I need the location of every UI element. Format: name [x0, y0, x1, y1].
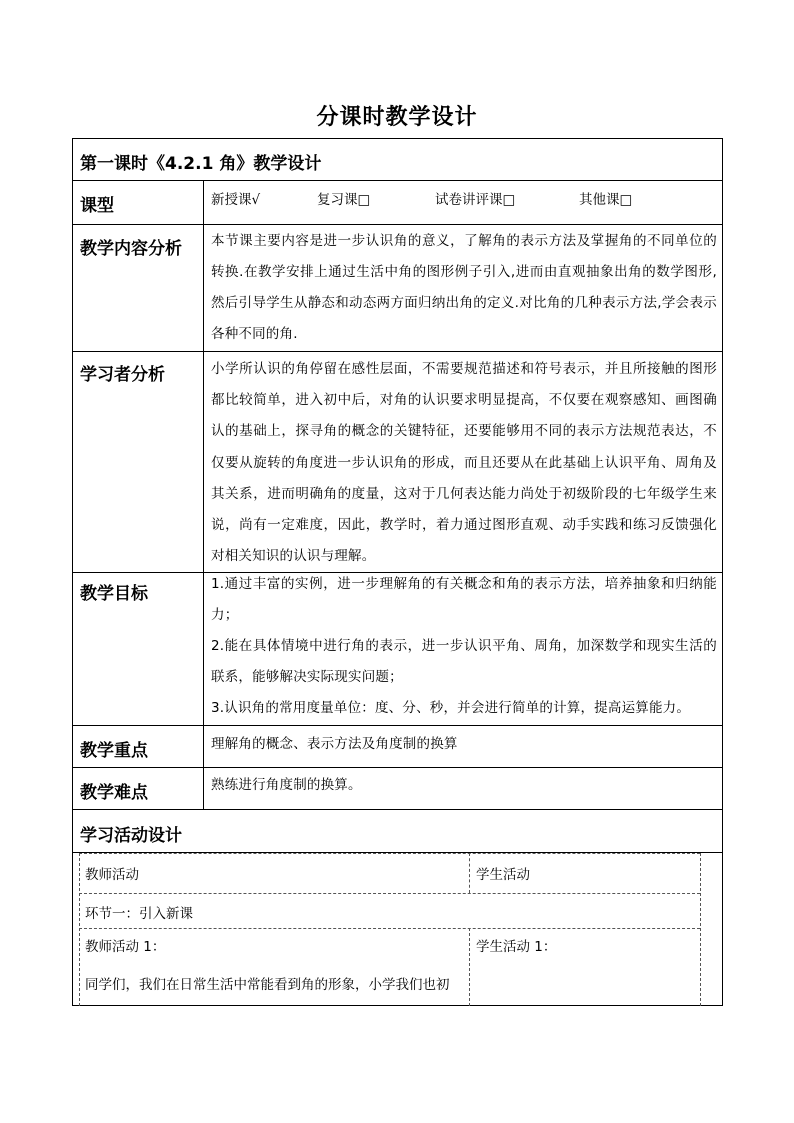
difficulties-text: 熟练进行角度制的换算。 [211, 777, 362, 793]
objectives-list [211, 569, 717, 724]
inner-table-border [79, 928, 700, 929]
teacher-activity-1-title: 教师活动 1： [85, 939, 166, 955]
objectives-label: 教学目标 [80, 584, 148, 604]
course-type-option: 其他课□ [579, 192, 633, 208]
key-points-text: 理解角的概念、表示方法及角度制的换算 [211, 736, 458, 752]
student-activity-1-title: 学生活动 1： [476, 939, 557, 955]
row-divider [73, 767, 722, 768]
activities-label: 学习活动设计 [80, 826, 182, 846]
objective-item: 3.认识角的常用度量单位：度、分、秒，并会进行简单的计算，提高运算能力。 [211, 700, 691, 716]
difficulties-label: 教学难点 [80, 783, 148, 803]
section-one-title: 环节一：引入新课 [85, 906, 193, 922]
row-divider [73, 809, 722, 810]
page-title: 分课时教学设计 [316, 105, 478, 130]
content-analysis-text: 本节课主要内容是进一步认识角的意义，了解角的表示方法及掌握角的不同单位的转换.在教学安排上通过生活中角的图形例子引入,进而由直观抽象出角的数学图形,然后引导学生从静态和动态两方面归纳出角的定义.对比角的几种表示方法,学会表示各种不同的角. [211, 233, 717, 342]
inner-column-divider [469, 928, 470, 1006]
inner-table-border [700, 853, 701, 1006]
row-divider [73, 351, 722, 352]
key-points-label: 教学重点 [80, 741, 148, 761]
column-divider [203, 180, 204, 810]
row-divider [73, 224, 722, 225]
inner-table-border [79, 853, 80, 1006]
row-divider [73, 180, 722, 181]
inner-table-border [79, 853, 700, 854]
course-type-label: 课型 [80, 196, 114, 216]
inner-table-border [79, 893, 700, 894]
learner-analysis-text: 小学所认识的角停留在感性层面，不需要规范描述和符号表示，并且所接触的图形都比较简单，进入初中后，对角的认识要求明显提高，不仅要在观察感知、画图确认的基础上，探寻角的概念的关键特征，还要能够用不同的表示方法规范表达，不仅要从旋转的角度进一步认识角的形成，而且还要从在此基础上认识平角、周角及其关系，进而明确角的度量，这对于几何表达能力尚处于初级阶段的七年级学生来说，尚有一定难度，因此，教学时，着力通过图形直观、动手实践和练习反馈强化对相关知识的认识与理解。 [211, 361, 717, 565]
course-type-option: 复习课□ [317, 192, 371, 208]
learner-analysis-label: 学习者分析 [80, 365, 165, 385]
teacher-activity-1-text: 同学们，我们在日常生活中常能看到角的形象，小学我们也初 [85, 977, 450, 993]
objective-item: 1.通过丰富的实例，进一步理解角的有关概念和角的表示方法，培养抽象和归纳能力； [211, 576, 717, 623]
objective-item: 2.能在具体情境中进行角的表示，进一步认识平角、周角，加深数学和现实生活的联系，能够解决实际现实问题； [211, 638, 717, 685]
course-type-option: 新授课√ [211, 192, 261, 208]
content-analysis-label: 教学内容分析 [80, 239, 182, 259]
student-activity-header: 学生活动 [476, 867, 530, 883]
course-type-option: 试卷讲评课□ [435, 192, 516, 208]
row-divider [73, 725, 722, 726]
inner-column-divider [469, 853, 470, 893]
teacher-activity-header: 教师活动 [85, 867, 139, 883]
lesson-heading: 第一课时《4.2.1 角》教学设计 [80, 154, 322, 174]
lesson-design-table [72, 138, 723, 1006]
